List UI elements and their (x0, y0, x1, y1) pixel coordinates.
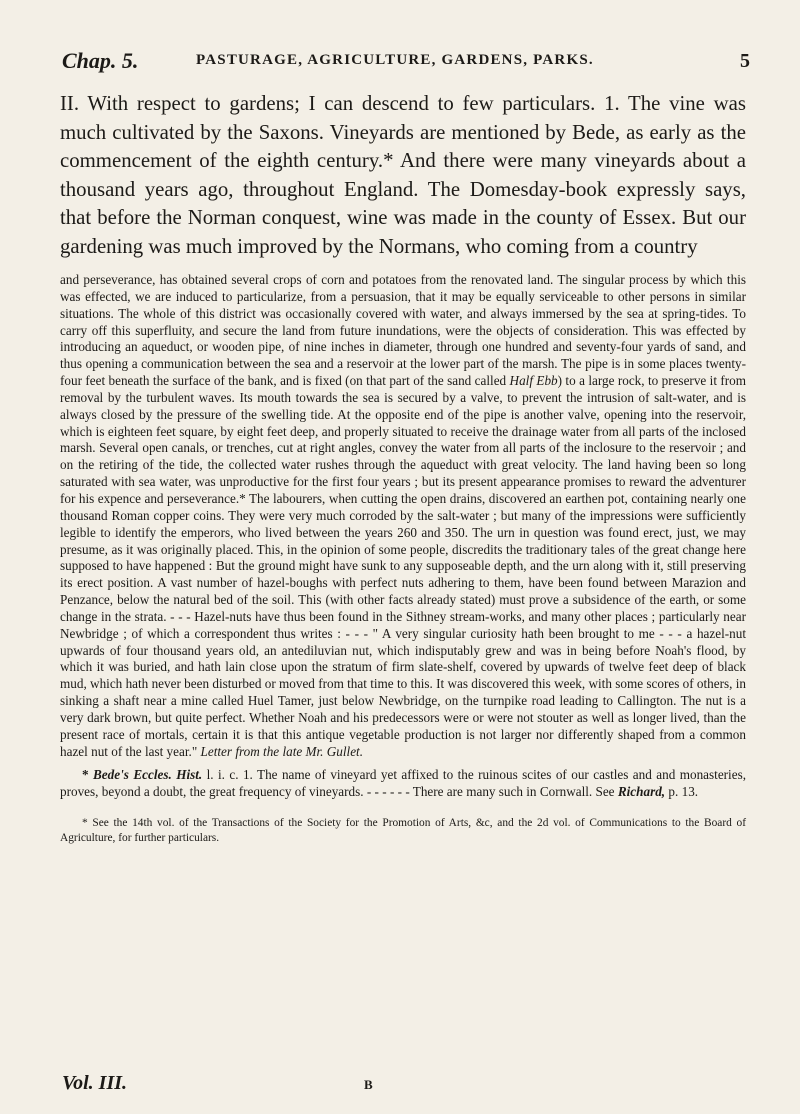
half-ebb-term: Half Ebb (509, 373, 558, 389)
volume-label: Vol. III. (62, 1072, 128, 1094)
note-paragraph (60, 272, 746, 760)
footnote-bede-text-2: p. 13. (665, 784, 699, 800)
running-title: PASTURAGE, AGRICULTURE, GARDENS, PARKS. (196, 52, 594, 68)
signature-line (62, 1072, 748, 1098)
signature-mark: B (364, 1077, 373, 1092)
footnote-transactions: * See the 14th vol. of the Transactions of the Society for the Promotion of Arts, &c, and the 2d vol. of Communications to the Board of Agriculture, for further particulars. (60, 817, 746, 845)
footnote-bede (60, 766, 746, 800)
running-header (62, 48, 750, 72)
letter-signature: Letter from the late Mr. Gullet. (200, 743, 364, 759)
chapter-label: Chap. 5. (62, 48, 139, 73)
note-text-part-1: and perseverance, has obtained several crops of corn and potatoes from the renovated land. The singular process by which this was effected, we are induced to particularize, from a persuasion, that it may be equally serviceable to other persons in similar situations. The whole of this district was occasionally covered with water, and always immersed by the sea at spring-tides. To carry off this superfluity, and secure the land from future inundations, were the objects of consideration. This was effected by introducing an aqueduct, or wooden pipe, of nine inches in diameter, through one hundred and seventy-four yards of sand, and thus opening a communication between the sea and a reservoir at the lower part of the marsh. The pipe is in some places twenty-four feet beneath the surface of the bank, and is fixed (on that part of the sand called (60, 272, 746, 389)
note-text-part-2: ) to a large rock, to preserve it from removal by the turbulent waves. Its mouth towards the sea is secured by a valve, to prevent the intrusion of salt-water, and is always closed by the pressure of the swelling tide. At the opposite end of the pipe is another valve, opening into the reservoir, which is eighteen feet square, by eight feet deep, and properly situated to receive the drainage water from all parts of the inclosed marsh. Several open canals, or trenches, cut at right angles, convey the water from all parts of the inclosure to the reservoir ; and on the retiring of the tide, the collected water rushes through the aqueduct with great velocity. The land having been so long saturated with sea water, was unproductive for the first four years ; but its present appearance promises to reward the adventurer for his expence and perseverance.* The labourers, when cutting the open drains, discovered an earthen pot, containing nearly one thousand Roman copper coins. They were very much corroded by the salt-water ; but many of the impressions were sufficiently legible to identify the emperors, who lived between the years 260 and 350. The urn in question was found erect, just, we may presume, as it was originally placed. This, in the opinion of some people, discredits the traditionary tales of the great change here supposed to have happened : But the ground might have sunk to any supposeable depth, and the urn along with it, still preserving its erect position. A vast number of hazel-boughs with perfect nuts adhering to them, have been found between Marazion and Penzance, below the natural bed of the soil. This (with other facts already stated) must prove a subsidence of the earth, or some change in the strata. - - - Hazel-nuts have thus been found in the Sithney stream-works, and many other places ; particularly near Newbridge ; of which a correspondent thus writes : - - - " A very singular curiosity hath been brought to me - - - a hazel-nut upwards of four thousand years old, an antediluvian nut, which indisputably grew and was in being before Noah's flood, by which it was buried, and hath lain close upon the stratum of firm slate-shelf, covered by upwards of twelve feet deep of black mud, which hath never been disturbed or moved from that time to this. It was discovered this week, with some scores of others, in sinking a shaft near a mine called Huel Tamer, just below Newbridge, on the turnpike road leading to Callington. The nut is a very dark brown, but quite perfect. Whether Noah and his predecessors were or were not stouter as well as longer lived, than the present race of mortals, certain it is that this antique vegetable production is not larger nor differently shaped from a common hazel nut of the last year." (60, 373, 747, 759)
footnote-bede-text-1: l. i. c. 1. The name of vineyard yet affixed to the ruinous scites of our castles and and monasteries, proves, beyond a doubt, the great frequency of vineyards. - - - - - - There are many such in Cornwall. See (60, 767, 747, 800)
footnote-bede-reference: Bede's Eccles. Hist. (93, 767, 203, 783)
note-block (60, 272, 746, 846)
footnote-symbol: * (82, 767, 89, 783)
main-paragraph: II. With respect to gardens; I can descend to few particulars. 1. The vine was much cultivated by the Saxons. Vineyards are mentioned by Bede, as early as the commencement of the eighth century.* And there were many vineyards about a thousand years ago, throughout England. The Domesday-book expressly says, that before the Norman conquest, wine was made in the county of Essex. But our gardening was much improved by the Normans, who coming from a country (60, 92, 746, 258)
page-number: 5 (740, 50, 750, 72)
footnote-richard-reference: Richard, (617, 784, 666, 800)
